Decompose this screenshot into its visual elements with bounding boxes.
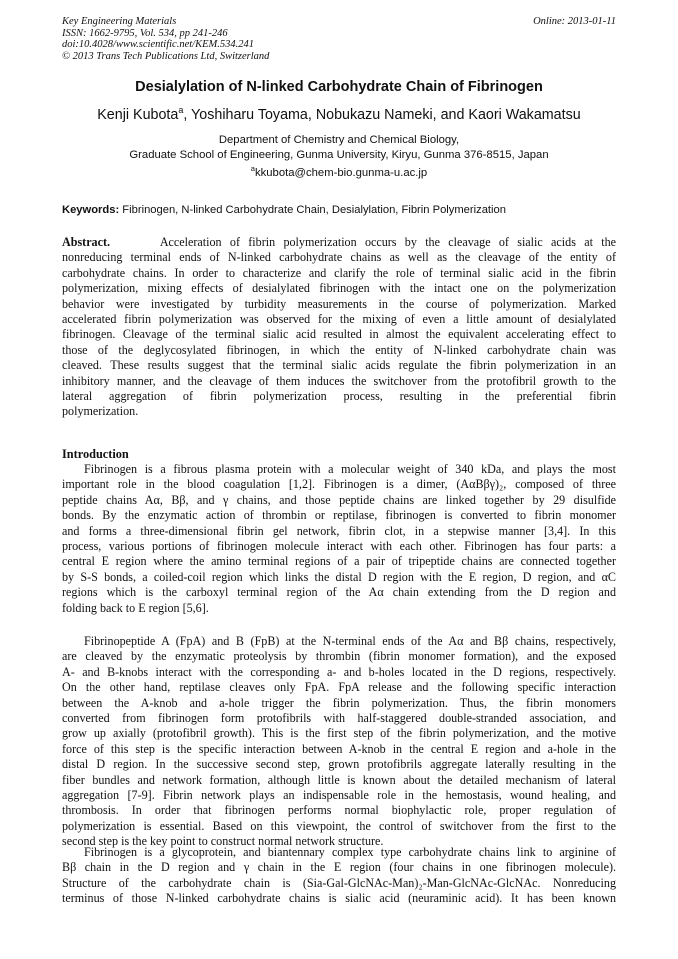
abstract-line: nonreducing terminal ends of N-linked carbohydrate chains as well as the cleavage of the entity of — [62, 250, 616, 265]
keywords-text: Fibrinogen, N-linked Carbohydrate Chain, Desialylation, Fibrin Polymerization — [119, 204, 506, 216]
paragraph-line: Structure of the carbohydrate chain is (Sia-Gal-GlcNAc-Man)₂-Man-GlcNAc-GlcNAc. Nonreducing — [62, 875, 616, 890]
paragraph-line: by S-S bonds, a coiled-coil region which links the distal D region with the E region, D region, and αC — [62, 569, 616, 584]
journal-doi: doi:10.4028/www.scientific.net/KEM.534.241 — [62, 39, 254, 51]
intro-paragraph-1 — [62, 462, 616, 616]
keywords-label: Keywords: — [62, 204, 120, 216]
abstract-line: behavior were investigated by turbidity measurements in the course of polymerization. Marked — [62, 296, 616, 311]
abstract-line: accelerated fibrin polymerization was observed for the mixing of even a little amount of desialylated — [62, 312, 616, 327]
journal-header — [62, 16, 616, 62]
journal-copyright: © 2013 Trans Tech Publications Ltd, Switzerland — [62, 50, 270, 62]
email-mark: a — [250, 164, 255, 173]
abstract-line: fibrinogen. Cleavage of the terminal sialic acid resulted in almost the equivalent accelerating effect to — [62, 327, 616, 342]
abstract-line: those of the deglycosylated fibrinogen, in which the entity of N-linked carbohydrate chain was — [62, 342, 616, 357]
paragraph-line: A- and B-knobs interact with the corresponding a- and b-holes located in the D regions, respectively. — [62, 664, 616, 679]
abstract-label: Abstract. — [62, 235, 111, 249]
abstract-line: carbohydrate chains. In order to characterize and clarify the role of terminal sialic acid in the fibrin — [62, 265, 616, 280]
contact-email: kkubota@chem-bio.gunma-u.ac.jp — [254, 166, 428, 179]
first-author: Kenji Kubota — [97, 106, 179, 123]
author-list — [62, 105, 616, 123]
paragraph-line: fiber bundles and network formation, although little is known about the detailed mechanism of lateral — [62, 772, 616, 787]
abstract-line: cleaved. These results suggest that the terminal sialic acids regulate the fibrin polymerization in an — [62, 358, 616, 373]
paragraph-line: peptide chains Aα, Bβ, and γ chains, and those peptide chains are linked together by 29 disulfide — [62, 492, 616, 507]
intro-paragraph-3 — [62, 845, 616, 907]
paragraph-line: central E region where the amino terminal regions of a pair of tripeptide chains are connected together — [62, 554, 616, 569]
abstract — [62, 235, 616, 420]
online-date: Online: 2013-01-11 — [533, 16, 616, 27]
abstract-line: inhibitory manner, and the cleavage of them induces the switchover from the protofibril growth to the — [62, 373, 616, 388]
paragraph-line: and forms a three-dimensional fibrin gel network, fibrin clot, in a stepwise manner [3,4]. In this — [62, 523, 616, 538]
paragraph-line: second step is the key point to construct normal network structure. — [62, 834, 384, 849]
paragraph-line: force of this step is the specific interaction between A-knob in the central E region and a-hole in the — [62, 741, 616, 756]
keywords — [62, 204, 616, 216]
paragraph-line: terminus of those N-linked carbohydrate chains is sialic acid (neuraminic acid). It has been known — [62, 891, 616, 906]
abstract-line: Abstract. Acceleration of fibrin polymerization occurs by the cleavage of sialic acids at the — [62, 235, 617, 249]
abstract-line: polymerization. — [62, 404, 139, 419]
abstract-line: polymerization, mixing effects of desialylated fibrinogen with the intact one on the polymerization — [62, 281, 616, 296]
paragraph-line: important role in the blood coagulation [1,2]. Fibrinogen is a dimer, (AαBβγ)₂, composed of three — [62, 477, 616, 492]
paragraph-line: Fibrinogen is a fibrous plasma protein with a molecular weight of 340 kDa, and plays the most — [84, 462, 616, 476]
affiliation-department: Department of Chemistry and Chemical Biology, — [218, 134, 460, 146]
paragraph-line: Fibrinopeptide A (FpA) and B (FpB) at the N-terminal ends of the Aα and Bβ chains, respectively, — [84, 634, 616, 648]
paragraph-line: thrombosis. In order that fibrinogen performs normal biophylactic role, proper regulation of — [62, 803, 616, 818]
paragraph-line: Bβ chain in the D region and γ chain in the E region (four chains in one fibrinogen molecule). — [62, 860, 616, 875]
paragraph-line: distal D region. In the successive second step, grown protofibrils aggregate laterally resulting in the — [62, 757, 616, 772]
paragraph-line: polymerization is essential. Based on this viewpoint, the control of switchover from the first to the — [62, 818, 616, 833]
paragraph-line: aggregation [7-9]. Fibrin network plays an indispensable role in the hemostasis, wound healing, and — [62, 788, 616, 803]
paragraph-line: are cleaved by the enzymatic proteolysis by thrombin (fibrin monomer formation), and the exposed — [62, 649, 616, 664]
paragraph-line: between the A-knob and a-hole trigger the fibrin polymerization. Thus, the fibrin monomers — [62, 695, 616, 710]
paragraph-line: converted from fibrinogen form protofibrils with half-staggered double-stranded association, and — [62, 711, 616, 726]
paragraph-line: bonds. By the enzymatic action of thrombin or reptilase, fibrinogen is converted to fibrin monomer — [62, 508, 616, 523]
intro-paragraph-2 — [62, 634, 616, 850]
affiliation-school: Graduate School of Engineering, Gunma University, Kiryu, Gunma 376-8515, Japan — [129, 148, 549, 161]
paragraph-line: grow up axially (protofibril growth). This is the first step of the fibrin polymerization, and the motive — [62, 726, 616, 741]
paragraph-line: Fibrinogen is a glycoprotein, and biantennary complex type carbohydrate chains link to arginine of — [84, 845, 616, 859]
paragraph-line: process, various portions of fibrinogen molecule interact with each other. Fibrinogen has four parts: a — [62, 539, 616, 554]
affiliation — [62, 133, 616, 180]
introduction-heading: Introduction — [62, 447, 129, 461]
paper-title: Desialylation of N-linked Carbohydrate Chain of Fibrinogen — [135, 79, 543, 95]
abstract-line: lateral aggregation of fibrin polymerization process, resulting in the preferential fibrin — [62, 389, 616, 404]
paragraph-line: regions which is the carboxyl terminal region of the Aα chain extending from the D region and — [62, 585, 616, 600]
paragraph-line: folding back to E region [5,6]. — [62, 600, 209, 615]
affiliation-email-line — [62, 162, 616, 180]
journal-issn: ISSN: 1662-9795, Vol. 534, pp 241-246 — [62, 27, 228, 39]
other-authors: , Yoshiharu Toyama, Nobukazu Nameki, and Kaori Wakamatsu — [183, 106, 581, 123]
author-affiliation-mark: a — [178, 105, 184, 115]
paragraph-line: On the other hand, reptilase cleaves only FpA. FpA release and the following specific interaction — [62, 680, 616, 695]
journal-name: Key Engineering Materials — [62, 16, 177, 27]
